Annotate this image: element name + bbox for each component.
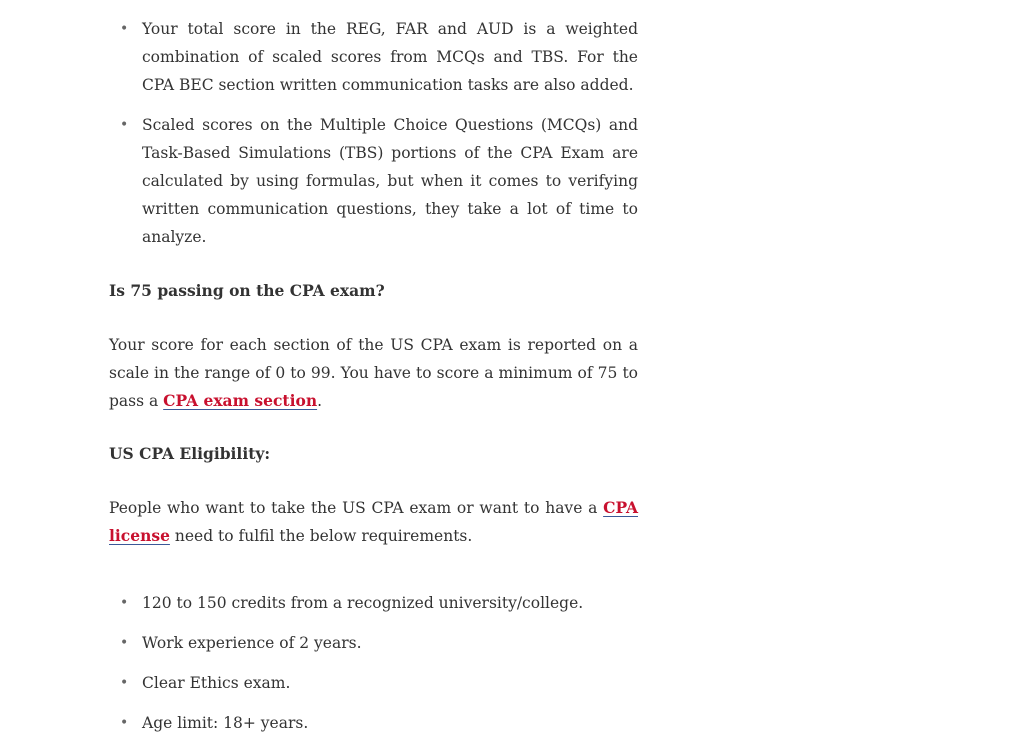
eligibility-paragraph [109, 494, 638, 550]
requirements-list [109, 589, 638, 737]
article-content [109, 15, 638, 737]
list-item: • Age limit: 18+ years. [109, 709, 638, 737]
list-item: • Work experience of 2 years. [109, 629, 638, 657]
eligibility-text-after: need to fulfil the below requirements. [169, 527, 473, 545]
cpa-license-link[interactable]: CPA license [109, 498, 638, 545]
passing-text-after: . [317, 392, 323, 410]
list-item: • 120 to 150 credits from a recognized university/college. [109, 589, 638, 617]
passing-paragraph [109, 331, 638, 415]
passing-heading: Is 75 passing on the CPA exam? [109, 281, 385, 300]
list-item: • Clear Ethics exam. [109, 669, 638, 697]
cpa-exam-section-link[interactable]: CPA exam section [163, 391, 318, 410]
passing-text-before: Your score for each section of the US CPA exam is reported on a scale in the range of 0 to 99. You have to score a minimum of 75 to pass a [109, 336, 638, 410]
eligibility-heading: US CPA Eligibility: [109, 444, 271, 463]
list-item: • Your total score in the REG, FAR and AUD is a weighted combination of scaled scores from MCQs and TBS. For the CPA BEC section written communication tasks are also added. [109, 15, 638, 99]
list-item: • Scaled scores on the Multiple Choice Questions (MCQs) and Task-Based Simulations (TBS) portions of the CPA Exam are calculated by using formulas, but when it comes to verifying written communication questions, they take a lot of time to analyze. [109, 111, 638, 251]
score-bullet-list [109, 15, 638, 251]
eligibility-text-before: People who want to take the US CPA exam or want to have a [109, 499, 604, 517]
